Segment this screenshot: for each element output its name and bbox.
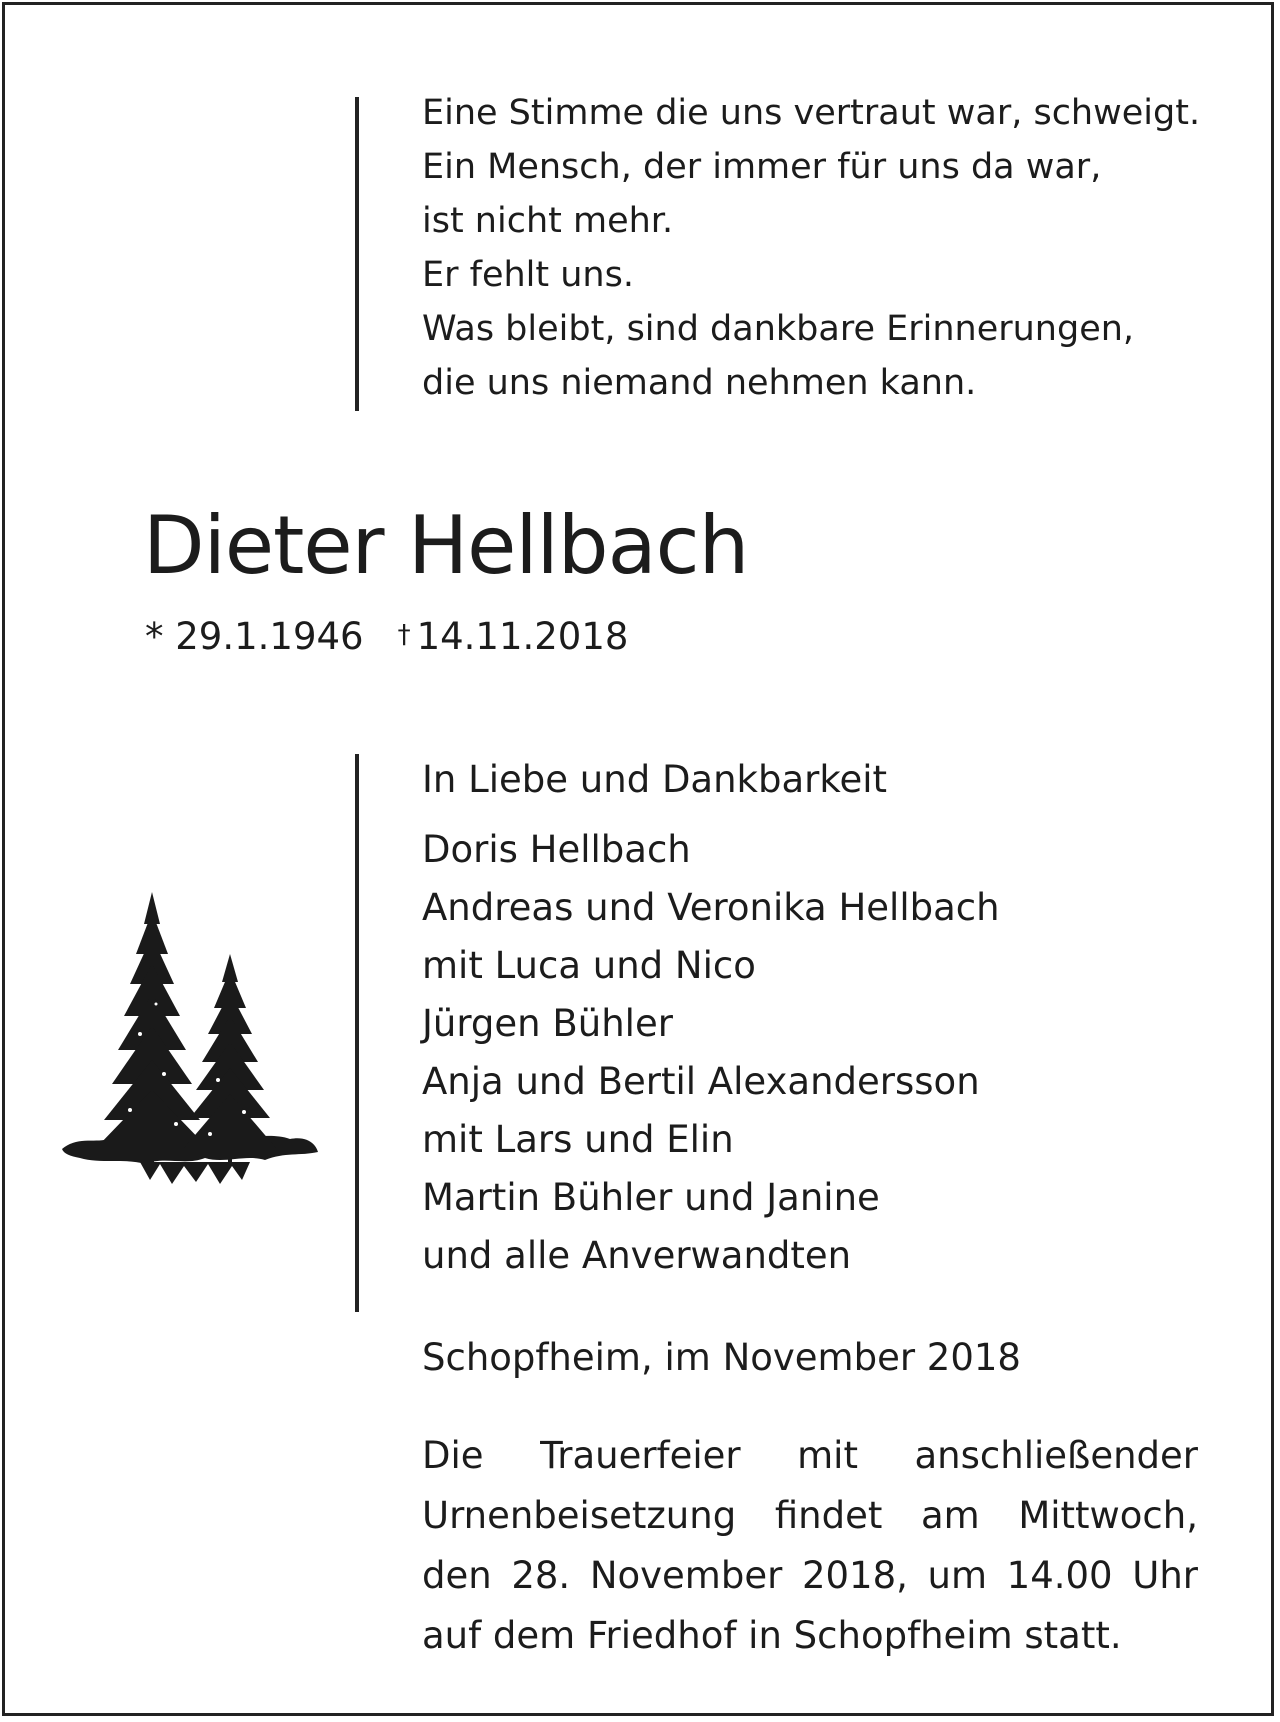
poem-block: [422, 86, 1200, 410]
birth-date: * 29.1.1946: [145, 615, 364, 658]
mourner-name: Anja und Bertil Alexandersson: [422, 1060, 980, 1103]
mourner-name: Martin Bühler und Janine: [422, 1176, 880, 1219]
poem-line: Eine Stimme die uns vertraut war, schweigt.: [422, 93, 1201, 133]
mourners-block: [422, 751, 1000, 1285]
deceased-name: Dieter Hellbach: [143, 499, 749, 592]
mourners-intro: In Liebe und Dankbarkeit: [422, 758, 888, 801]
poem-divider-line: [355, 97, 359, 411]
poem-line: Was bleibt, sind dankbare Erinnerungen,: [422, 309, 1135, 349]
fir-trees-icon: [60, 884, 320, 1198]
mourner-name: Doris Hellbach: [422, 828, 691, 871]
poem-line: ist nicht mehr.: [422, 201, 674, 241]
mourners-divider-line: [355, 754, 359, 1312]
cross-symbol: †: [397, 620, 411, 650]
mourner-name: und alle Anverwandten: [422, 1234, 852, 1277]
mourner-name: mit Luca und Nico: [422, 944, 756, 987]
funeral-notice: Die Trauerfeier mit anschließender Urnenbeisetzung findet am Mittwoch, den 28. November 2018, um 14.00 Uhr auf dem Friedhof in Schopfheim statt.: [422, 1434, 1198, 1657]
mourner-name: Jürgen Bühler: [422, 1002, 673, 1045]
poem-line: die uns niemand nehmen kann.: [422, 363, 977, 403]
mourner-name: Andreas und Veronika Hellbach: [422, 886, 1000, 929]
poem-line: Ein Mensch, der immer für uns da war,: [422, 147, 1102, 187]
life-dates: [145, 610, 628, 662]
death-date: 14.11.2018: [416, 615, 629, 658]
mourner-name: mit Lars und Elin: [422, 1118, 734, 1161]
place-date: Schopfheim, im November 2018: [422, 1336, 1021, 1379]
poem-line: Er fehlt uns.: [422, 255, 634, 295]
